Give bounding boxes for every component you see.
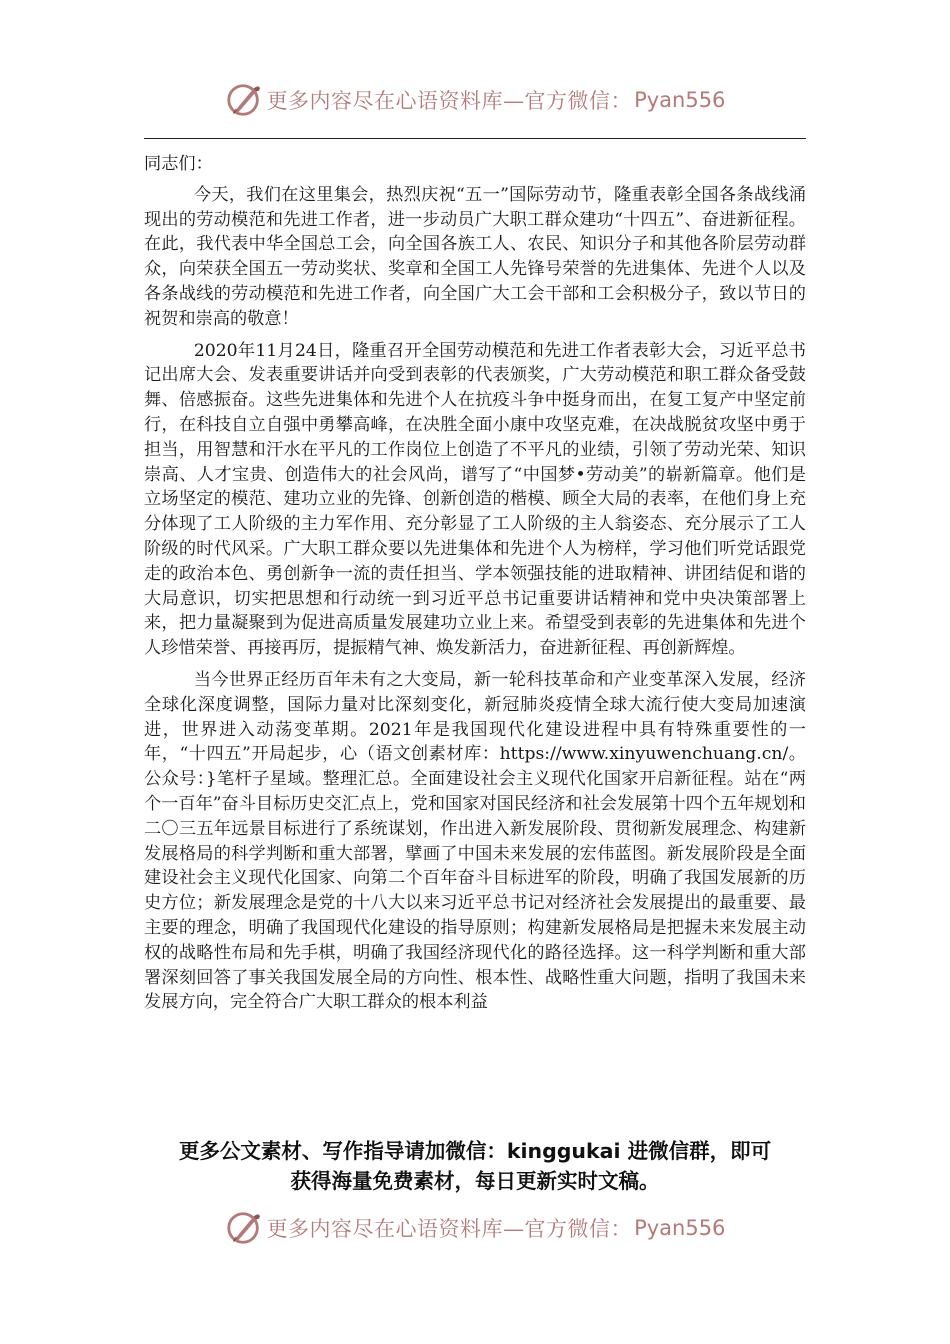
- header-rule: [144, 138, 806, 139]
- quill-logo-icon: [225, 1209, 263, 1247]
- salutation: 同志们：: [144, 154, 213, 174]
- footer-watermark: [0, 1208, 950, 1248]
- promo-notice: [130, 1136, 820, 1196]
- paragraph-1: 今天，我们在这里集会，热烈庆祝“五一”国际劳动节，隆重表彰全国各条战线涌现出的劳动模范和先进工作者，进一步动员广大职工群众建功“十四五”、奋进新征程。在此，我代表中华全国总工会，向全国各族工人、农民、知识分子和其他各阶层劳动群众，向荣获全国五一劳动奖状、奖章和全国工人先锋号荣誉的先进集体、先进个人以及各条战线的劳动模范和先进工作者，向全国广大工会干部和工会积极分子，致以节日的祝贺和崇高的敬意！: [144, 184, 806, 329]
- quill-logo-icon: [225, 81, 263, 119]
- paragraph-3: 当今世界正经历百年未有之大变局，新一轮科技革命和产业变革深入发展，经济全球化深度调整，国际力量对比深刻变化，新冠肺炎疫情全球大流行使大变局加速演进，世界进入动荡变革期。2021年是我国现代化建设进程中具有特殊重要性的一年，“十四五”开局起步，心（语文创素材库：https://www.xinyuwenchuang.cn/。公众号：}笔杆子星域。整理汇总。全面建设社会主义现代化国家开启新征程。站在“两个一百年”奋斗目标历史交汇点上，党和国家对国民经济和社会发展第十四个五年规划和二〇三五年远景目标进行了系统谋划，作出进入新发展阶段、贯彻新发展理念、构建新发展格局的科学判断和重大部署，擘画了中国未来发展的宏伟蓝图。新发展阶段是全面建设社会主义现代化国家、向第二个百年奋斗目标进军的阶段，明确了我国发展新的历史方位；新发展理念是党的十八大以来习近平总书记对经济社会发展提出的最重要、最主要的理念，明确了我国现代化建设的指导原则；构建新发展格局是把握未来发展主动权的战略性布局和先手棋，明确了我国经济现代化的路径选择。这一科学判断和重大部署深刻回答了事关我国发展全局的方向性、根本性、战略性重大问题，指明了我国未来发展方向，完全符合广大职工群众的根本利益: [144, 669, 806, 1013]
- promo-line-1: 更多公文素材、写作指导请加微信：kinggukai 进微信群，即可: [178, 1139, 772, 1163]
- footer-brand-text: 更多内容尽在心语资料库—官方微信：: [266, 1217, 633, 1241]
- header-watermark: [0, 80, 950, 120]
- header-brand-text: 更多内容尽在心语资料库—官方微信：: [266, 89, 633, 113]
- footer-brand-id: Pyan556: [634, 1216, 726, 1240]
- paragraph-2: 2020年11月24日，隆重召开全国劳动模范和先进工作者表彰大会，习近平总书记出席大会、发表重要讲话并向受到表彰的代表颁奖，广大劳动模范和职工群众备受鼓舞、倍感振奋。这些先进集体和先进个人在抗疫斗争中挺身而出，在复工复产中坚定前行，在科技自立自强中勇攀高峰，在决胜全面小康中攻坚克难，在决战脱贫攻坚中勇于担当，用智慧和汗水在平凡的工作岗位上创造了不平凡的业绩，引领了劳动光荣、知识崇高、人才宝贵、创造伟大的社会风尚，谱写了“中国梦•劳动美”的崭新篇章。他们是立场坚定的模范、建功立业的先锋、创新创造的楷模、顾全大局的表率，在他们身上充分体现了工人阶级的主力军作用、充分彰显了工人阶级的主人翁姿态、充分展示了工人阶级的时代风采。广大职工群众要以先进集体和先进个人为榜样，学习他们听党话跟党走的政治本色、勇创新争一流的责任担当、学本领强技能的进取精神、讲团结促和谐的大局意识，切实把思想和行动统一到习近平总书记重要讲话精神和党中央决策部署上来，把力量凝聚到为促进高质量发展建功立业上来。希望受到表彰的先进集体和先进个人珍惜荣誉、再接再厉，提振精气神、焕发新活力，奋进新征程、再创新辉煌。: [144, 340, 806, 659]
- promo-line-2: 获得海量免费素材，每日更新实时文稿。: [290, 1169, 660, 1193]
- document-body: [144, 152, 806, 1022]
- header-brand-id: Pyan556: [634, 88, 726, 112]
